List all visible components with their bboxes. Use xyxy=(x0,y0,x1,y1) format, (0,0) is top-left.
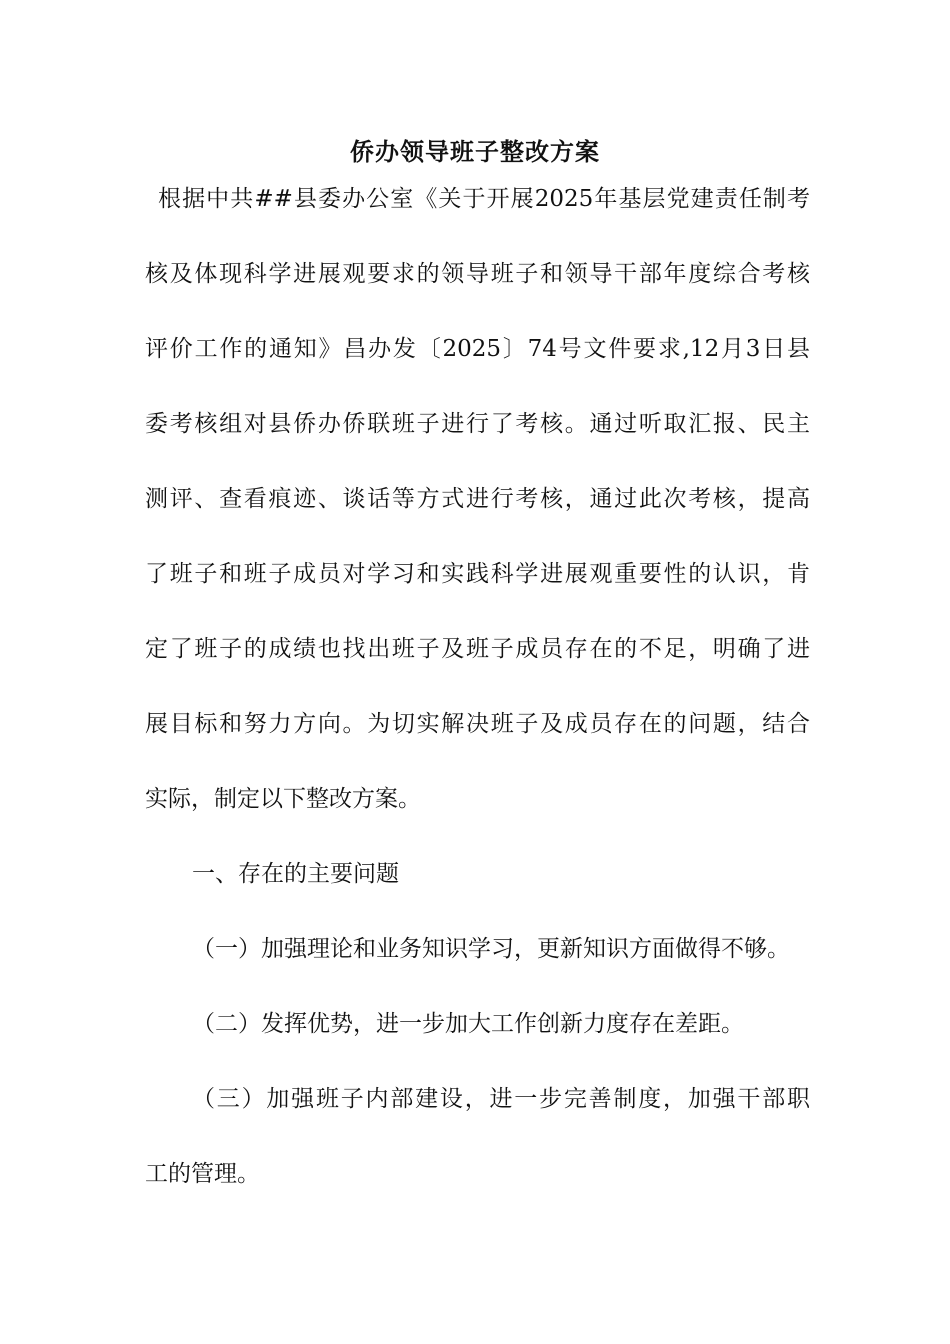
issue-item-1: （一）加强理论和业务知识学习，更新知识方面做得不够。 xyxy=(192,936,790,962)
intro-line-5: 测评、查看痕迹、谈话等方式进行考核，通过此次考核，提高 xyxy=(145,486,810,512)
document-title: 侨办领导班子整改方案 xyxy=(350,137,600,166)
intro-line-7: 定了班子的成绩也找出班子及班子成员存在的不足，明确了进 xyxy=(145,636,810,662)
intro-line-4: 委考核组对县侨办侨联班子进行了考核。通过听取汇报、民主 xyxy=(145,411,810,437)
intro-line-3: 评价工作的通知》昌办发〔2025〕74号文件要求,12月3日县 xyxy=(145,336,810,362)
intro-line-2: 核及体现科学进展观要求的领导班子和领导干部年度综合考核 xyxy=(145,261,810,287)
issue-item-3-line-1: （三）加强班子内部建设，进一步完善制度，加强干部职 xyxy=(192,1086,810,1112)
issue-item-3-line-2: 工的管理。 xyxy=(145,1161,260,1187)
section-heading-problems: 一、存在的主要问题 xyxy=(192,861,399,887)
intro-line-9: 实际，制定以下整改方案。 xyxy=(145,786,421,812)
intro-line-1: 根据中共##县委办公室《关于开展2025年基层党建责任制考 xyxy=(158,186,810,212)
intro-line-8: 展目标和努力方向。为切实解决班子及成员存在的问题，结合 xyxy=(145,711,810,737)
issue-item-2: （二）发挥优势，进一步加大工作创新力度存在差距。 xyxy=(192,1011,744,1037)
intro-line-6: 了班子和班子成员对学习和实践科学进展观重要性的认识，肯 xyxy=(145,561,810,587)
